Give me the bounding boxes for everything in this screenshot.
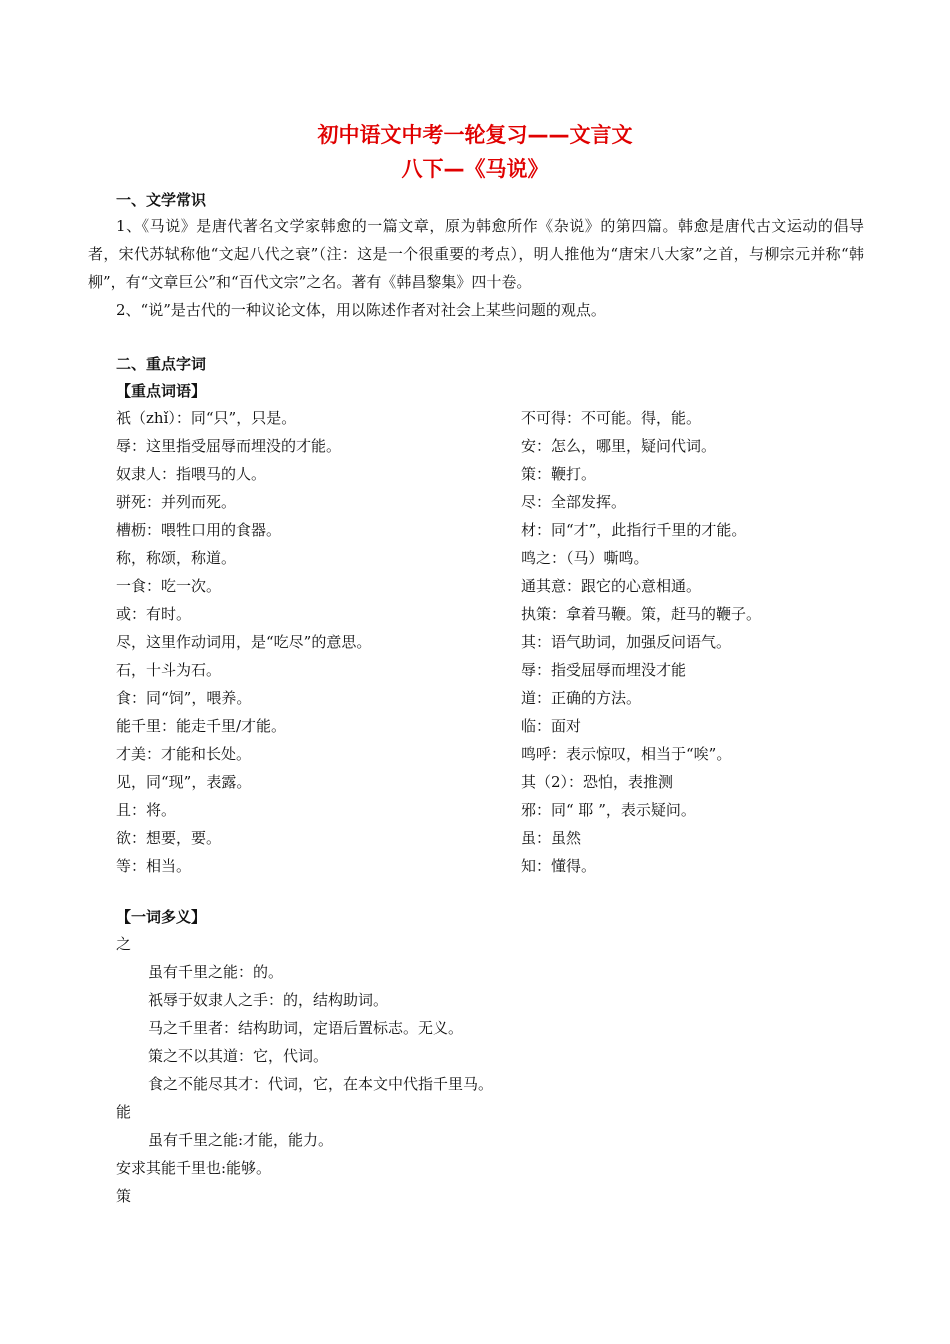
paragraph-1: 1、《马说》是唐代著名文学家韩愈的一篇文章，原为韩愈所作《杂说》的第四篇。韩愈是唐代古文运动的倡导者，宋代苏轼称他“文起八代之衰”（注：这是一个很重要的考点），明人推他为“唐宋八大家”之首，与柳宗元并称“韩柳”，有“文章巨公”和“百代文宗”之名。著有《韩昌黎集》四十卷。 — [88, 217, 864, 291]
polysemy-example: 食之不能尽其才：代词，它，在本文中代指千里马。 — [148, 1075, 494, 1093]
polysemy-list — [116, 930, 493, 1210]
vocab-item: 不可得：不可能。得，能。 — [521, 409, 702, 427]
main-title: 初中语文中考一轮复习——文言文 — [317, 123, 633, 147]
vocab-item: 且：将。 — [116, 801, 177, 819]
polysemy-word: 安求其能千里也:能够。 — [116, 1159, 272, 1177]
vocab-item: 材：同“才”，此指行千里的才能。 — [521, 521, 747, 539]
vocab-list-left — [116, 404, 371, 880]
vocab-item: 槽枥：喂牲口用的食器。 — [116, 521, 282, 539]
vocab-item: 才美：才能和长处。 — [116, 745, 252, 763]
polysemy-word: 能 — [116, 1103, 132, 1121]
vocab-item: 一食：吃一次。 — [116, 577, 222, 595]
vocab-item: 祇（zhǐ）：同“只”，只是。 — [116, 409, 297, 427]
vocab-item: 安：怎么，哪里，疑问代词。 — [521, 437, 717, 455]
vocab-item: 称，称颂，称道。 — [116, 549, 237, 567]
vocab-item: 策：鞭打。 — [521, 465, 597, 483]
vocab-item: 其：语气助词，加强反问语气。 — [521, 633, 732, 651]
vocab-item: 辱：指受屈辱而埋没才能 — [521, 661, 687, 679]
vocab-item: 或：有时。 — [116, 605, 192, 623]
section-heading-literature: 一、文学常识 — [116, 191, 207, 209]
sub-title: 八下—《马说》 — [401, 157, 549, 181]
vocab-item: 邪：同“ 耶 ”，表示疑问。 — [521, 801, 696, 819]
polysemy-example: 虽有千里之能：的。 — [148, 963, 284, 981]
vocab-item: 鸣呼：表示惊叹，相当于“唉”。 — [521, 745, 732, 763]
vocab-item: 欲：想要，要。 — [116, 829, 222, 847]
vocab-item: 临：面对 — [521, 717, 582, 735]
polysemy-example: 虽有千里之能:才能，能力。 — [148, 1131, 334, 1149]
polysemy-word: 策 — [116, 1187, 132, 1205]
paragraph-2: 2、“说”是古代的一种议论文体，用以陈述作者对社会上某些问题的观点。 — [116, 301, 606, 319]
polysemy-word: 之 — [116, 935, 132, 953]
subheading-key-words: 【重点词语】 — [116, 382, 207, 400]
subheading-polysemy: 【一词多义】 — [116, 908, 207, 926]
polysemy-example: 马之千里者：结构助词，定语后置标志。无义。 — [148, 1019, 464, 1037]
vocab-item: 知：懂得。 — [521, 857, 597, 875]
vocab-item: 等：相当。 — [116, 857, 192, 875]
vocab-item: 石，十斗为石。 — [116, 661, 222, 679]
vocab-item: 通其意：跟它的心意相通。 — [521, 577, 702, 595]
vocab-item: 尽，这里作动词用，是“吃尽”的意思。 — [116, 633, 372, 651]
section-heading-keywords: 二、重点字词 — [116, 355, 207, 373]
vocab-item: 辱：这里指受屈辱而埋没的才能。 — [116, 437, 342, 455]
vocab-item: 食：同“饲”，喂养。 — [116, 689, 252, 707]
vocab-item: 道：正确的方法。 — [521, 689, 642, 707]
vocab-item: 见，同“现”，表露。 — [116, 773, 252, 791]
polysemy-example: 祇辱于奴隶人之手：的，结构助词。 — [148, 991, 389, 1009]
vocab-item: 鸣之：（马）嘶鸣。 — [521, 549, 649, 567]
vocab-item: 尽：全部发挥。 — [521, 493, 627, 511]
polysemy-example: 策之不以其道：它，代词。 — [148, 1047, 329, 1065]
vocab-item: 奴隶人：指喂马的人。 — [116, 465, 267, 483]
vocab-item: 骈死：并列而死。 — [116, 493, 237, 511]
vocab-item: 执策：拿着马鞭。策，赶马的鞭子。 — [521, 605, 762, 623]
vocab-item: 能千里：能走千里/才能。 — [116, 717, 287, 735]
vocab-item: 虽：虽然 — [521, 829, 582, 847]
vocab-list-right — [521, 404, 761, 880]
vocab-item: 其（2）：恐怕，表推测 — [521, 773, 674, 791]
